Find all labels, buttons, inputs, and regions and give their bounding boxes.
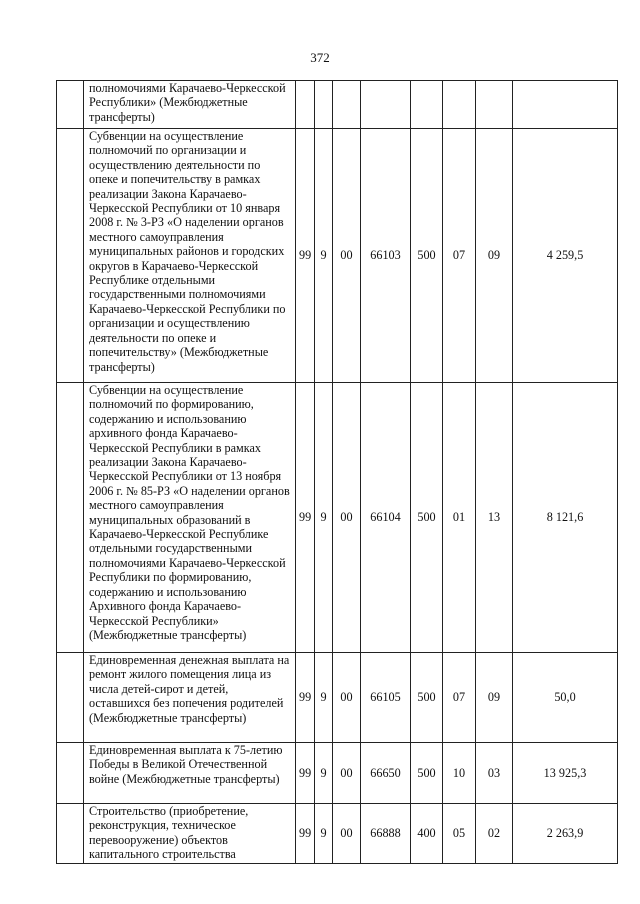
table-row: [57, 804, 618, 864]
code-cell: [443, 81, 476, 129]
code-cell: 66105: [361, 653, 411, 743]
amount-cell: 4 259,5: [513, 129, 618, 383]
code-cell: 99: [296, 804, 315, 864]
code-cell: 500: [411, 743, 443, 804]
amount-cell: 50,0: [513, 653, 618, 743]
empty-cell: [57, 81, 84, 129]
row-description: Единовременная денежная выплата на ремонт жилого помещения лица из числа детей-сирот и детей, оставшихся без попечения родителей (Межбюджетные трансферты): [84, 653, 296, 743]
page-number: 372: [310, 50, 330, 65]
code-cell: 9: [315, 383, 333, 653]
code-cell: 9: [315, 129, 333, 383]
row-description: полномочиями Карачаево-Черкесской Республики» (Межбюджетные трансферты): [84, 81, 296, 129]
code-cell: 500: [411, 653, 443, 743]
code-cell: [315, 81, 333, 129]
code-cell: 10: [443, 743, 476, 804]
table-row: [57, 743, 618, 804]
table-row: [57, 129, 618, 383]
row-description: Субвенции на осуществление полномочий по формированию, содержанию и использованию архивного фонда Карачаево-Черкесской Республики в рамках реализации Закона Карачаево-Черкесской Республики от 13 ноября 2006 г. № 85-РЗ «О наделении органов местного самоуправления муниципальных образований в Карачаево-Черкесской Республике отдельными государственными полномочиями Карачаево-Черкесской Республики по формированию, содержанию и использованию Архивного фонда Карачаево-Черкесской Республики» (Межбюджетные трансферты): [84, 383, 296, 653]
empty-cell: [57, 653, 84, 743]
code-cell: [361, 81, 411, 129]
row-description: Субвенции на осуществление полномочий по организации и осуществлению деятельности по опеке и попечительству в рамках реализации Закона Карачаево-Черкесской Республики от 10 января 2008 г. № 3-РЗ «О наделении органов местного самоуправления муниципальных районов и городских округов в Карачаево-Черкесской Республике отдельными государственными полномочиями Карачаево-Черкесской Республики по организации и осуществлению деятельности по опеке и попечительству» (Межбюджетные трансферты): [84, 129, 296, 383]
code-cell: 66104: [361, 383, 411, 653]
code-cell: 66888: [361, 804, 411, 864]
table-row: [57, 81, 618, 129]
empty-cell: [57, 129, 84, 383]
code-cell: 03: [476, 743, 513, 804]
amount-cell: 13 925,3: [513, 743, 618, 804]
code-cell: 00: [333, 129, 361, 383]
code-cell: 05: [443, 804, 476, 864]
table-row: [57, 653, 618, 743]
empty-cell: [57, 804, 84, 864]
amount-cell: 2 263,9: [513, 804, 618, 864]
code-cell: 00: [333, 804, 361, 864]
code-cell: 07: [443, 129, 476, 383]
amount-cell: [513, 81, 618, 129]
code-cell: 66650: [361, 743, 411, 804]
row-description: Единовременная выплата к 75-летию Победы в Великой Отечественной войне (Межбюджетные трансферты): [84, 743, 296, 804]
empty-cell: [57, 383, 84, 653]
code-cell: 13: [476, 383, 513, 653]
code-cell: 07: [443, 653, 476, 743]
code-cell: 09: [476, 129, 513, 383]
code-cell: 9: [315, 804, 333, 864]
code-cell: 00: [333, 383, 361, 653]
code-cell: 99: [296, 653, 315, 743]
code-cell: 09: [476, 653, 513, 743]
code-cell: [411, 81, 443, 129]
row-description: Строительство (приобретение, реконструкция, техническое перевооружение) объектов капитального строительства: [84, 804, 296, 864]
code-cell: 99: [296, 743, 315, 804]
table-row: [57, 383, 618, 653]
code-cell: 500: [411, 129, 443, 383]
code-cell: 00: [333, 653, 361, 743]
code-cell: 66103: [361, 129, 411, 383]
code-cell: 500: [411, 383, 443, 653]
code-cell: 01: [443, 383, 476, 653]
code-cell: 99: [296, 129, 315, 383]
code-cell: [333, 81, 361, 129]
code-cell: [296, 81, 315, 129]
code-cell: 9: [315, 743, 333, 804]
code-cell: [476, 81, 513, 129]
code-cell: 00: [333, 743, 361, 804]
code-cell: 99: [296, 383, 315, 653]
code-cell: 02: [476, 804, 513, 864]
budget-table: [56, 80, 618, 864]
amount-cell: 8 121,6: [513, 383, 618, 653]
code-cell: 9: [315, 653, 333, 743]
code-cell: 400: [411, 804, 443, 864]
empty-cell: [57, 743, 84, 804]
